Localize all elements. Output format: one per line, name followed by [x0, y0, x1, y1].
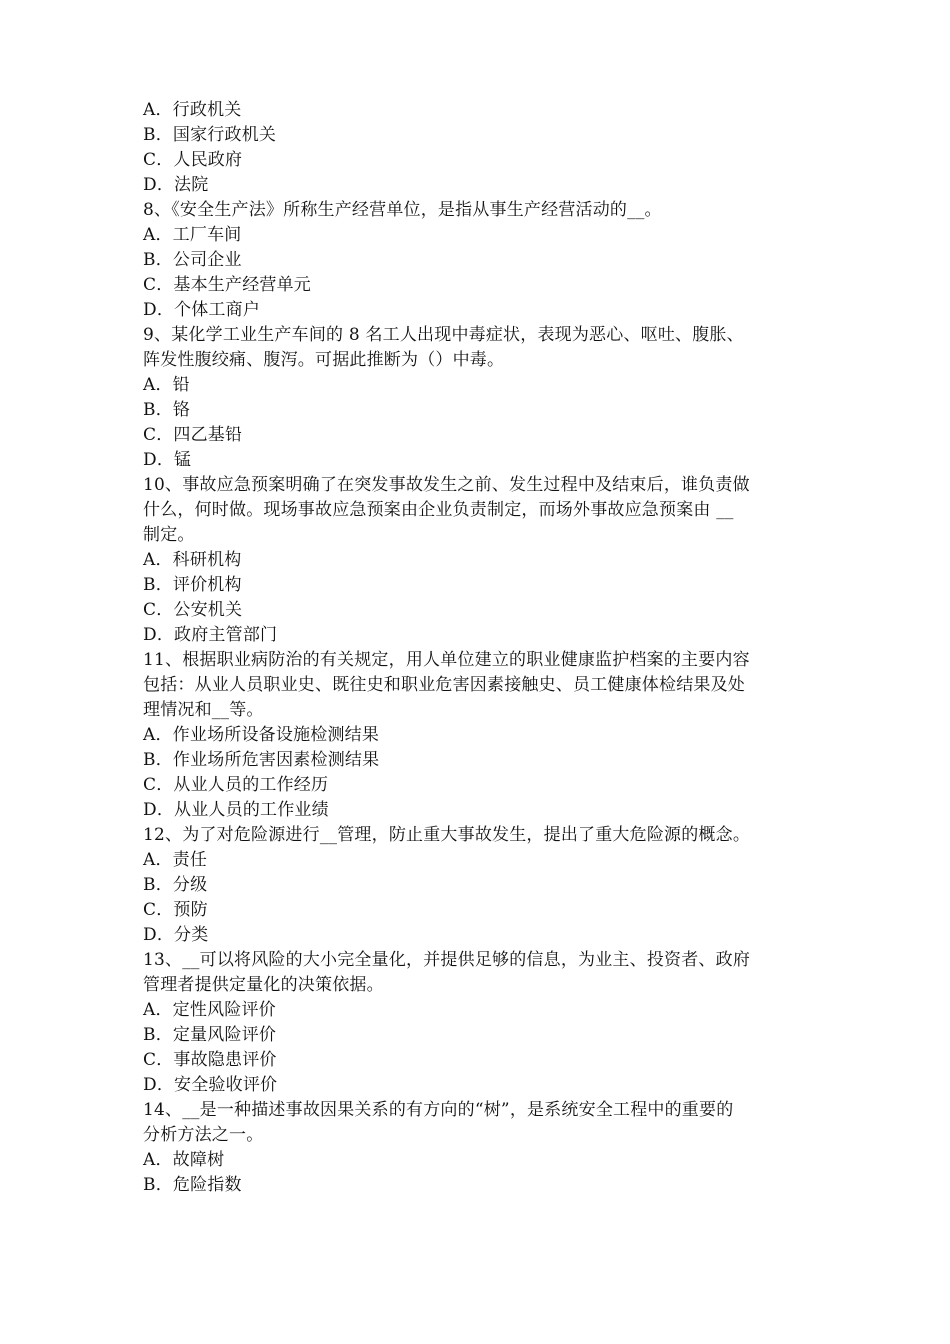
question-text-line: 制定。	[143, 525, 195, 545]
question-text-line: 10、事故应急预案明确了在突发事故发生之前、发生过程中及结束后，谁负责做	[143, 475, 750, 495]
answer-option: D．政府主管部门	[143, 625, 278, 645]
answer-option: B．分级	[143, 875, 208, 895]
answer-option: C．预防	[143, 900, 208, 920]
answer-option: D．从业人员的工作业绩	[143, 800, 329, 820]
question-text-line: 11、根据职业病防治的有关规定，用人单位建立的职业健康监护档案的主要内容	[143, 650, 750, 670]
question-text-line: 9、某化学工业生产车间的 8 名工人出现中毒症状，表现为恶心、呕吐、腹胀、	[143, 325, 744, 345]
answer-option: A．作业场所设备设施检测结果	[143, 725, 380, 745]
question-text-line: 阵发性腹绞痛、腹泻。可据此推断为（）中毒。	[143, 350, 505, 370]
answer-option: B．危险指数	[143, 1175, 242, 1195]
answer-option: C．基本生产经营单元	[143, 275, 312, 295]
question-text-line: 什么，何时做。现场事故应急预案由企业负责制定，而场外事故应急预案由 __	[143, 500, 734, 520]
answer-option: A．铅	[143, 375, 190, 395]
question-text-line: 管理者提供定量化的决策依据。	[143, 975, 384, 995]
answer-option: B．铬	[143, 400, 191, 420]
question-text-line: 理情况和__等。	[143, 700, 264, 720]
document-page	[143, 98, 811, 1198]
answer-option: A．故障树	[143, 1150, 225, 1170]
answer-option: D．法院	[143, 175, 209, 195]
answer-option: C．四乙基铅	[143, 425, 243, 445]
answer-option: C．人民政府	[143, 150, 243, 170]
answer-option: A．工厂车间	[143, 225, 242, 245]
question-text-line: 分析方法之一。	[143, 1125, 264, 1145]
answer-option: A．定性风险评价	[143, 1000, 276, 1020]
answer-option: D．分类	[143, 925, 209, 945]
answer-option: D．锰	[143, 450, 192, 470]
question-text-line: 8、《安全生产法》所称生产经营单位，是指从事生产经营活动的__。	[143, 200, 662, 220]
question-text-line: 13、__可以将风险的大小完全量化，并提供足够的信息，为业主、投资者、政府	[143, 950, 751, 970]
question-text-line: 14、__是一种描述事故因果关系的有方向的“树”，是系统安全工程中的重要的	[143, 1100, 734, 1120]
answer-option: B．国家行政机关	[143, 125, 277, 145]
answer-option: D．个体工商户	[143, 300, 261, 320]
answer-option: B．评价机构	[143, 575, 242, 595]
answer-option: B．公司企业	[143, 250, 242, 270]
answer-option: D．安全验收评价	[143, 1075, 278, 1095]
answer-option: A．责任	[143, 850, 208, 870]
answer-option: B．作业场所危害因素检测结果	[143, 750, 380, 770]
answer-option: C．公安机关	[143, 600, 243, 620]
answer-option: A．科研机构	[143, 550, 242, 570]
question-text-line: 包括：从业人员职业史、既往史和职业危害因素接触史、员工健康体检结果及处	[143, 675, 745, 695]
question-text-line: 12、为了对危险源进行__管理，防止重大事故发生，提出了重大危险源的概念。	[143, 825, 751, 845]
answer-option: C．事故隐患评价	[143, 1050, 277, 1070]
answer-option: C．从业人员的工作经历	[143, 775, 329, 795]
answer-option: A．行政机关	[143, 100, 242, 120]
answer-option: B．定量风险评价	[143, 1025, 277, 1045]
